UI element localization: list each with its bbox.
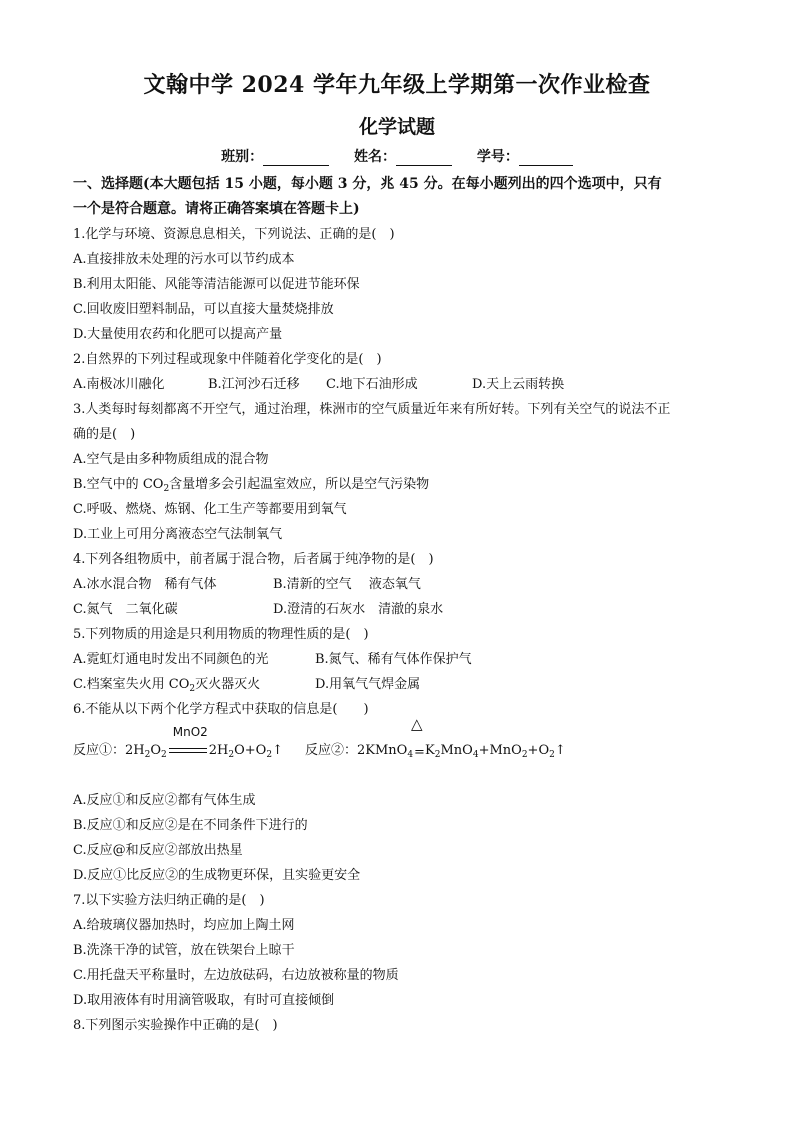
q1-option-d: D.大量使用农药和化肥可以提高产量 [73,327,283,342]
q4-option-c: C.氮气 二氧化碳 [73,602,178,617]
q6-option-b: B.反应①和反应②是在不同条件下进行的 [73,818,308,833]
class-label: 班别： [221,149,264,165]
name-field [354,146,452,166]
q6-option-d: D.反应①比反应②的生成物更环保，且实验更安全 [73,868,361,883]
q5-options-row2 [73,672,723,697]
reaction2-left: 2KMnO$_4$ [356,743,414,760]
q7-stem: 7.以下实验方法归纳正确的是( ) [73,893,265,908]
reaction2-equals: = [414,744,425,760]
page-subtitle: 化学试题 [358,116,435,138]
q5-stem: 5.下列物质的用途是只利用物质的物理性质的是( ) [73,627,369,642]
q6-option-a: A.反应①和反应②都有气体生成 [73,793,256,808]
section-heading-line1: 一、选择题(本大题包括 15 小题，每小题 3 分，兆 45 分。在每小题列出的四个选项中，只有 [73,176,662,192]
exam-content [73,172,723,1038]
q3-option-b-post: 含量增多会引起温室效应，所以是空气污染物 [169,477,430,492]
q3-option-d: D.工业上可用分离液态空气法制氧气 [73,527,283,542]
q3-option-b [73,472,723,497]
id-field [477,146,573,166]
name-label: 姓名： [354,149,396,165]
id-label: 学号： [476,149,519,165]
q2-stem: 2.自然界的下列过程或现象中伴随着化学变化的是( ) [73,352,382,367]
reaction1-left: $2H_2O_2$ [125,743,167,760]
q5-option-b: B.氮气、稀有气体作保护气 [315,652,472,667]
q5-options-row1 [73,647,723,672]
q7-option-a: A.给玻璃仪器加热时，均应加上陶土网 [73,918,295,933]
q6-option-c: C.反应@和反应②部放出热星 [73,843,243,858]
q8-stem: 8.下列图示实验操作中正确的是( ) [73,1018,278,1033]
q4-options-row2 [73,597,723,622]
q3-option-a: A.空气是由多种物质组成的混合物 [73,452,269,467]
q3-option-b-pre: B.空气中的 CO [73,477,164,492]
q2-option-d: D.天上云雨转换 [472,377,565,392]
q6-stem: 6.不能从以下两个化学方程式中获取的信息是( ) [73,702,369,717]
catalyst-label: MnO2 [172,724,208,739]
q5-option-c-post: 灭火器灭火 [195,677,261,692]
q5-option-a: A.霓虹灯通电时发出不同颜色的光 [73,652,269,667]
section-heading-line2: 一个是符合题意。请将正确答案填在答题卡上) [73,201,360,217]
q3-stem-line2: 确的是( ) [73,427,136,442]
q6-equations [73,714,723,768]
q1-stem: 1.化学与环境、资源息息相关，下列说法、正确的是( ) [73,227,395,242]
q3-option-b-sub: 2 [163,484,170,494]
class-field [221,146,329,166]
heat-condition [411,714,425,760]
page-title: 文翰中学 2024 学年九年级上学期第一次作业检查 [143,72,651,98]
student-info [0,146,794,166]
catalyst-condition [167,724,209,756]
q7-option-b: B.洗涤干净的试管，放在铁架台上晾干 [73,943,295,958]
q4-option-d: D.澄清的石灰水 清澈的泉水 [273,602,444,617]
q4-option-b: B.清新的空气 液态氧气 [273,577,421,592]
q7-option-c: C.用托盘天平称量时，左边放砝码，右边放被称量的物质 [73,968,399,983]
name-blank[interactable] [396,151,452,166]
q3-stem-line1: 3.人类每时每刻都离不开空气，通过治理，株洲市的空气质量近年来有所好转。下列有关空气的说法不正 [73,402,671,417]
q4-options-row1 [73,572,723,597]
q6-equation-row [73,714,566,763]
q2-option-b: B.江河沙石迁移 [208,377,300,392]
q5-option-c-pre: C.档案室失火用 CO [73,677,190,692]
id-blank[interactable] [519,151,573,166]
q5-option-d: D.用氧气气焊金属 [315,677,421,692]
q2-option-c: C.地下石油形成 [326,377,418,392]
q2-options [73,372,723,397]
q1-option-c: C.回收废旧塑料制品，可以直接大量焚烧排放 [73,302,334,317]
q4-option-a: A.冰水混合物 稀有气体 [73,577,217,592]
class-blank[interactable] [263,151,329,166]
reaction1-right: $2H_2O+O_2↑$ [208,743,283,760]
q1-option-b: B.利用太阳能、风能等清洁能源可以促进节能环保 [73,277,360,292]
q1-option-a: A.直接排放未处理的污水可以节约成本 [73,252,295,267]
heat-symbol: △ [411,714,423,733]
q4-stem: 4.下列各组物质中，前者属于混合物，后者属于纯净物的是( ) [73,552,434,567]
reaction2-right: $K_2MnO_4+MnO_2+O_2↑$ [425,743,566,760]
reaction1-label: 反应①： [73,743,126,758]
q5-option-c [73,672,315,697]
q3-option-c: C.呼吸、燃烧、炼钢、化工生产等都要用到氧气 [73,502,347,517]
q2-option-a: A.南极冰川融化 [73,377,165,392]
reaction2-label: 反应②： [304,743,357,758]
q7-option-d: D.取用液体有时用滴管吸取，有时可直接倾倒 [73,993,335,1008]
q5-option-c-sub: 2 [189,684,196,694]
